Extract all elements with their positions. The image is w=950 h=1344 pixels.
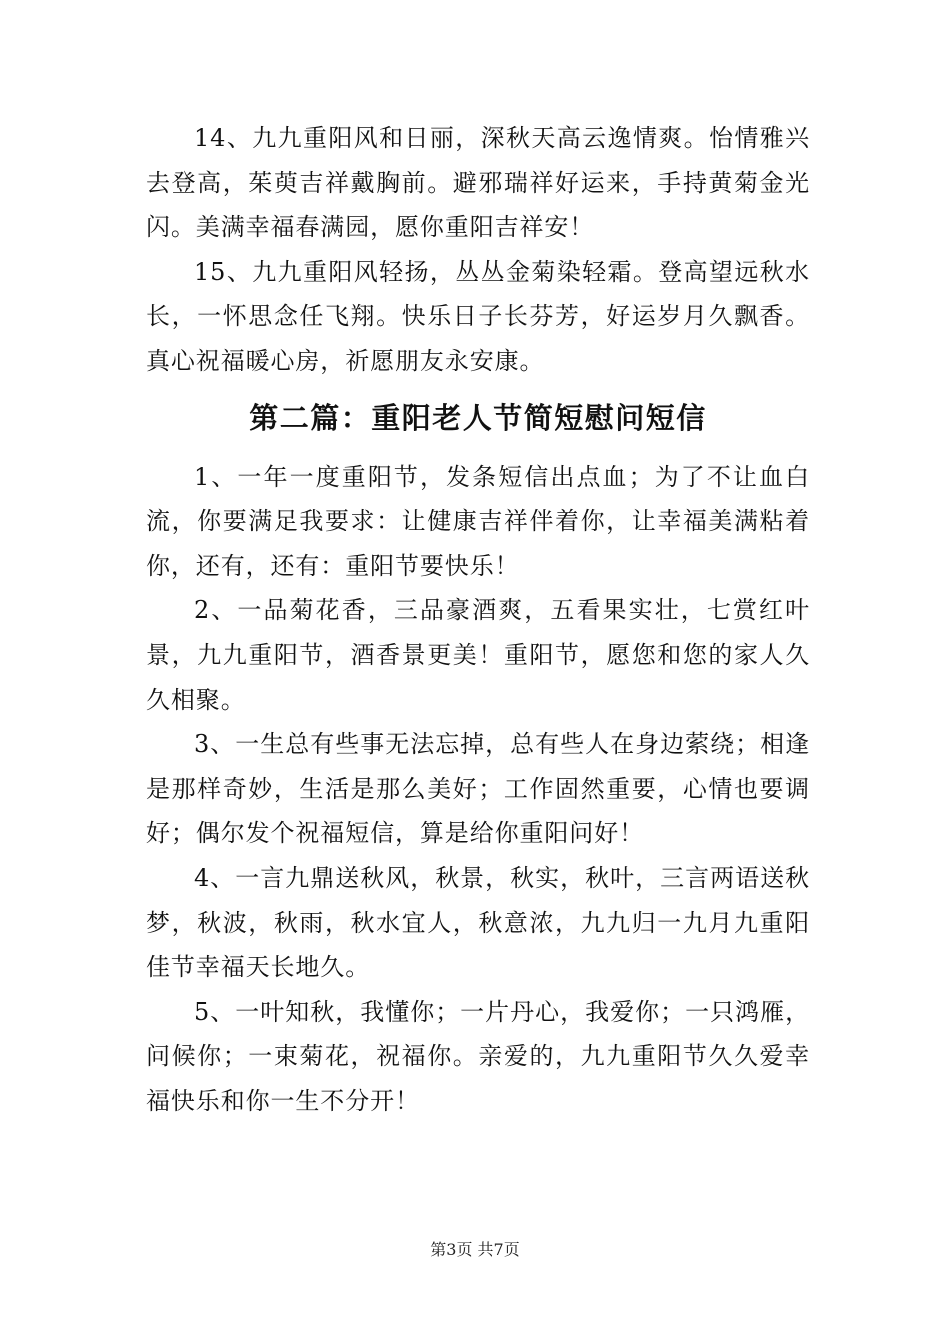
document-body <box>146 116 810 1123</box>
paragraph-2: 2、一品菊花香，三品豪酒爽，五看果实壮，七赏红叶景，九九重阳节，酒香景更美！重阳节，愿您和您的家人久久相聚。 <box>146 596 810 714</box>
paragraph-4: 4、一言九鼎送秋风，秋景，秋实，秋叶，三言两语送秋梦，秋波，秋雨，秋水宜人，秋意浓，九九归一九月九重阳佳节幸福天长地久。 <box>146 863 810 982</box>
page-number-footer: 第3页 共7页 <box>430 1240 520 1259</box>
paragraph-5: 5、一叶知秋，我懂你；一片丹心，我爱你；一只鸿雁，问候你；一束菊花，祝福你。亲爱的，九九重阳节久久爱幸福快乐和你一生不分开！ <box>146 997 810 1115</box>
paragraph-1: 1、一年一度重阳节，发条短信出点血；为了不让血白流，你要满足我要求：让健康吉祥伴着你，让幸福美满粘着你，还有，还有：重阳节要快乐！ <box>146 462 810 580</box>
section-heading: 第二篇：重阳老人节简短慰问短信 <box>249 400 707 435</box>
paragraph-14: 14、九九重阳风和日丽，深秋天高云逸情爽。怡情雅兴去登高，茱萸吉祥戴胸前。避邪瑞祥好运来，手持黄菊金光闪。美满幸福春满园，愿你重阳吉祥安！ <box>146 124 810 242</box>
paragraph-15: 15、九九重阳风轻扬，丛丛金菊染轻霜。登高望远秋水长，一怀思念任飞翔。快乐日子长芬芳，好运岁月久飘香。真心祝福暖心房，祈愿朋友永安康。 <box>146 257 810 375</box>
paragraph-3: 3、一生总有些事无法忘掉，总有些人在身边萦绕；相逢是那样奇妙，生活是那么美好；工作固然重要，心情也要调好；偶尔发个祝福短信，算是给你重阳问好！ <box>146 730 810 848</box>
